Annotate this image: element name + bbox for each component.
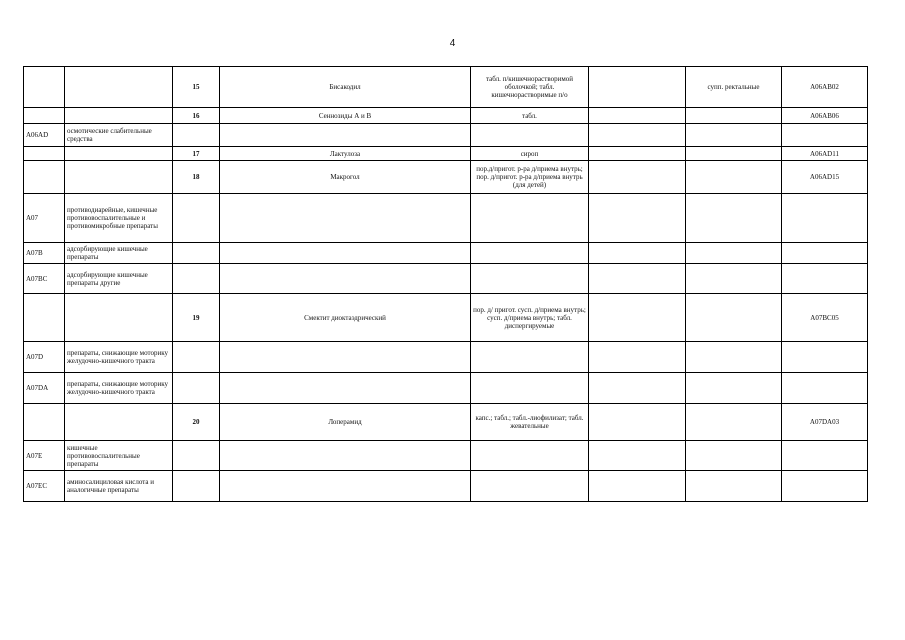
atc-code: A06AD15 [782,161,868,194]
item-number: 16 [173,108,220,124]
drug-name [220,243,471,264]
table-row [24,471,868,502]
dosage-form: табл. [471,108,589,124]
atc-code [782,264,868,294]
drug-name [220,194,471,243]
drug-name [220,124,471,147]
extra-column [589,441,686,471]
table-row [24,294,868,342]
atc-group-description: препараты, снижающие моторику желудочно-кишечного тракта [65,373,173,404]
atc-code [782,373,868,404]
atc-code: A07DA03 [782,404,868,441]
item-number [173,471,220,502]
drug-name [220,342,471,373]
extra-column [589,161,686,194]
drug-name [220,264,471,294]
atc-group-description [65,161,173,194]
drug-name: Макрогол [220,161,471,194]
atc-group-code: A07 [24,194,65,243]
page-number: 4 [449,38,456,49]
atc-group-code: A07E [24,441,65,471]
item-number [173,124,220,147]
table-row [24,124,868,147]
alternative-form [686,243,782,264]
atc-group-code: A06AD [24,124,65,147]
atc-code: A06AB06 [782,108,868,124]
dosage-form [471,124,589,147]
dosage-form [471,342,589,373]
atc-group-description [65,404,173,441]
drug-name [220,441,471,471]
dosage-form: пор. д/ пригот. сусп. д/приема внутрь; сусп. д/приема внутрь; табл. диспергируемые [471,294,589,342]
table-row [24,441,868,471]
atc-group-code [24,404,65,441]
extra-column [589,294,686,342]
table-row [24,108,868,124]
extra-column [589,342,686,373]
item-number: 17 [173,147,220,161]
atc-code: A07BC05 [782,294,868,342]
dosage-form: табл. п/кишечнорастворимой оболочкой; табл. кишечнорастворимые п/о [471,67,589,108]
table-row [24,264,868,294]
alternative-form [686,342,782,373]
atc-group-code [24,67,65,108]
dosage-form: сироп [471,147,589,161]
table-row [24,404,868,441]
table-row [24,67,868,108]
item-number [173,373,220,404]
atc-group-code [24,294,65,342]
extra-column [589,67,686,108]
dosage-form [471,373,589,404]
dosage-form [471,441,589,471]
extra-column [589,243,686,264]
atc-group-description: кишечные противовоспалительные препараты [65,441,173,471]
atc-code [782,124,868,147]
drug-name: Бисакодил [220,67,471,108]
item-number [173,243,220,264]
drug-name [220,373,471,404]
alternative-form [686,441,782,471]
table-row [24,147,868,161]
atc-code [782,471,868,502]
extra-column [589,404,686,441]
extra-column [589,373,686,404]
atc-group-code: A07DA [24,373,65,404]
alternative-form [686,373,782,404]
alternative-form [686,194,782,243]
atc-group-description [65,147,173,161]
alternative-form [686,404,782,441]
drug-name: Лоперамид [220,404,471,441]
atc-group-code [24,161,65,194]
extra-column [589,194,686,243]
drug-name: Лактулоза [220,147,471,161]
item-number: 19 [173,294,220,342]
table-row [24,194,868,243]
item-number: 18 [173,161,220,194]
alternative-form: супп. ректальные [686,67,782,108]
dosage-form [471,243,589,264]
atc-group-description: адсорбирующие кишечные препараты другие [65,264,173,294]
alternative-form [686,264,782,294]
item-number [173,264,220,294]
extra-column [589,471,686,502]
atc-group-description: адсорбирующие кишечные препараты [65,243,173,264]
atc-code [782,441,868,471]
item-number [173,194,220,243]
extra-column [589,124,686,147]
table-body [24,67,868,502]
extra-column [589,108,686,124]
item-number: 20 [173,404,220,441]
alternative-form [686,471,782,502]
alternative-form [686,108,782,124]
atc-group-code: A07B [24,243,65,264]
atc-group-code [24,108,65,124]
table-row [24,243,868,264]
atc-group-description [65,67,173,108]
item-number: 15 [173,67,220,108]
atc-group-description [65,294,173,342]
atc-group-code [24,147,65,161]
drug-name [220,471,471,502]
dosage-form: капс.; табл.; табл.-лиофилизат; табл. жевательные [471,404,589,441]
table-row [24,342,868,373]
atc-code [782,342,868,373]
atc-group-description [65,108,173,124]
atc-code: A06AB02 [782,67,868,108]
table-row [24,161,868,194]
atc-code [782,194,868,243]
extra-column [589,264,686,294]
atc-group-code: A07D [24,342,65,373]
atc-group-code: A07EC [24,471,65,502]
drug-list-table [23,66,868,502]
drug-name: Смектит диоктаэдрический [220,294,471,342]
dosage-form [471,194,589,243]
atc-group-code: A07BC [24,264,65,294]
item-number [173,342,220,373]
dosage-form: пор.д/пригот. р-ра д/приема внутрь; пор. д/пригот. р-ра д/приема внутрь (для детей) [471,161,589,194]
alternative-form [686,124,782,147]
table-row [24,373,868,404]
item-number [173,441,220,471]
dosage-form [471,264,589,294]
alternative-form [686,161,782,194]
extra-column [589,147,686,161]
atc-group-description: осмотические слабительные средства [65,124,173,147]
atc-code [782,243,868,264]
drug-name: Сеннозиды А и В [220,108,471,124]
alternative-form [686,294,782,342]
alternative-form [686,147,782,161]
atc-group-description: аминосалициловая кислота и аналогичные препараты [65,471,173,502]
atc-group-description: противодиарейные, кишечные противовоспалительные и противомикробные препараты [65,194,173,243]
atc-group-description: препараты, снижающие моторику желудочно-кишечного тракта [65,342,173,373]
dosage-form [471,471,589,502]
atc-code: A06AD11 [782,147,868,161]
